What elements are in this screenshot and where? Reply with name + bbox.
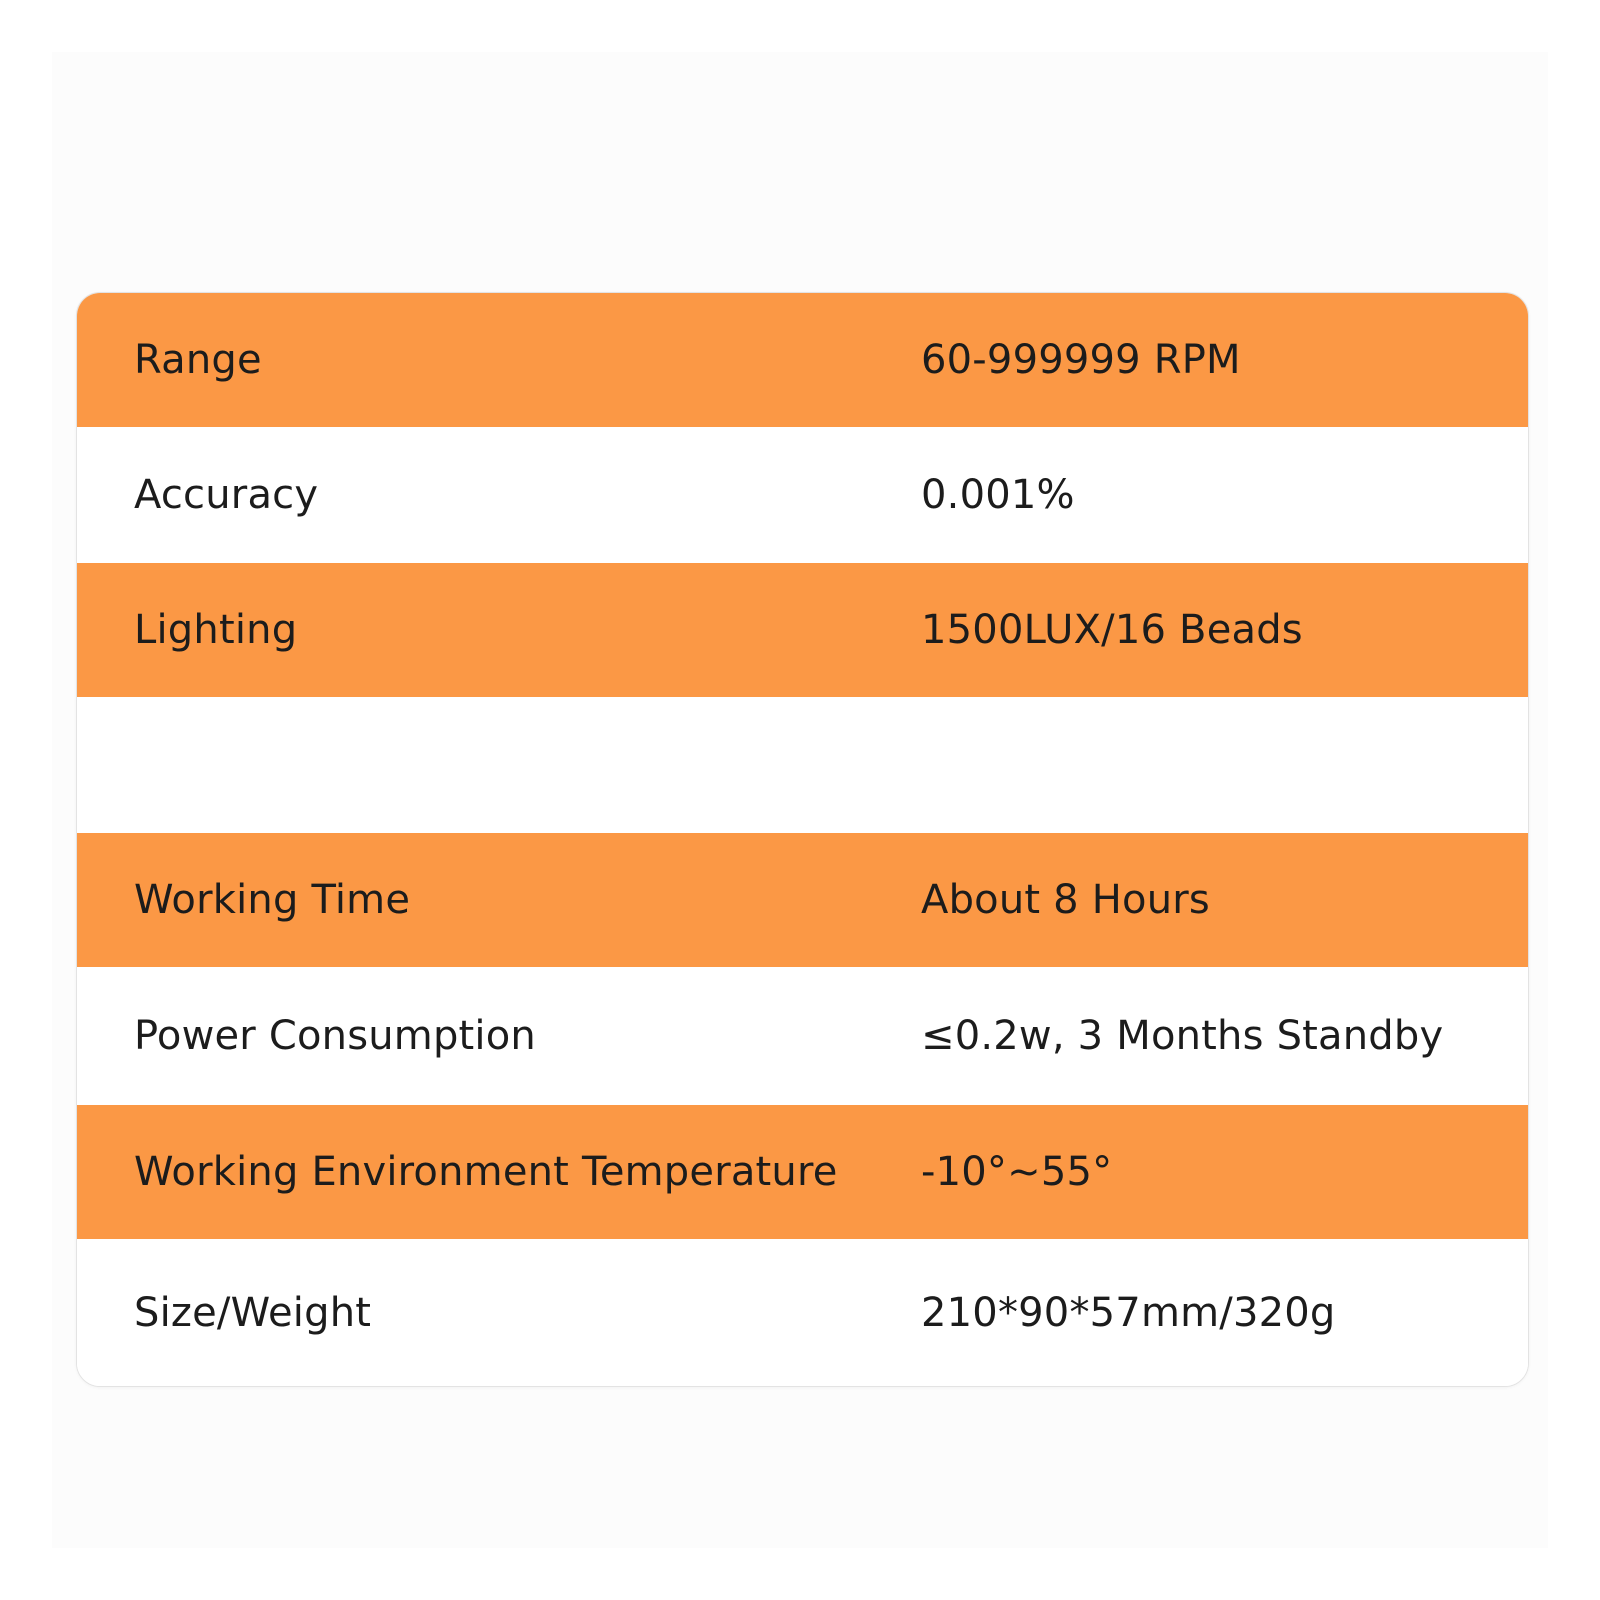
spec-row-accuracy <box>77 427 1528 563</box>
spec-label: Range <box>134 337 262 383</box>
spec-value: 60-999999 RPM <box>921 337 1241 383</box>
spec-label: Size/Weight <box>134 1289 372 1336</box>
spec-label: Lighting <box>134 607 298 653</box>
spec-row-size-weight <box>77 1239 1528 1386</box>
spec-row-working-time <box>77 833 1528 967</box>
spec-row-power-consumption <box>77 967 1528 1105</box>
spec-label: Working Environment Temperature <box>134 1149 838 1195</box>
spec-value: 210*90*57mm/320g <box>921 1289 1336 1336</box>
spec-table <box>76 292 1529 1387</box>
spec-value: 1500LUX/16 Beads <box>921 607 1303 653</box>
spec-row-empty <box>77 697 1528 833</box>
spec-value: 0.001% <box>921 472 1075 518</box>
spec-row-lighting <box>77 563 1528 697</box>
spec-label: Working Time <box>134 877 411 923</box>
spec-value: About 8 Hours <box>921 877 1210 923</box>
spec-row-range <box>77 293 1528 427</box>
spec-value: ≤0.2w, 3 Months Standby <box>921 1013 1444 1059</box>
spec-label: Accuracy <box>134 472 319 518</box>
spec-value: -10°~55° <box>921 1149 1113 1195</box>
spec-row-working-temperature <box>77 1105 1528 1239</box>
spec-label: Power Consumption <box>134 1013 536 1059</box>
